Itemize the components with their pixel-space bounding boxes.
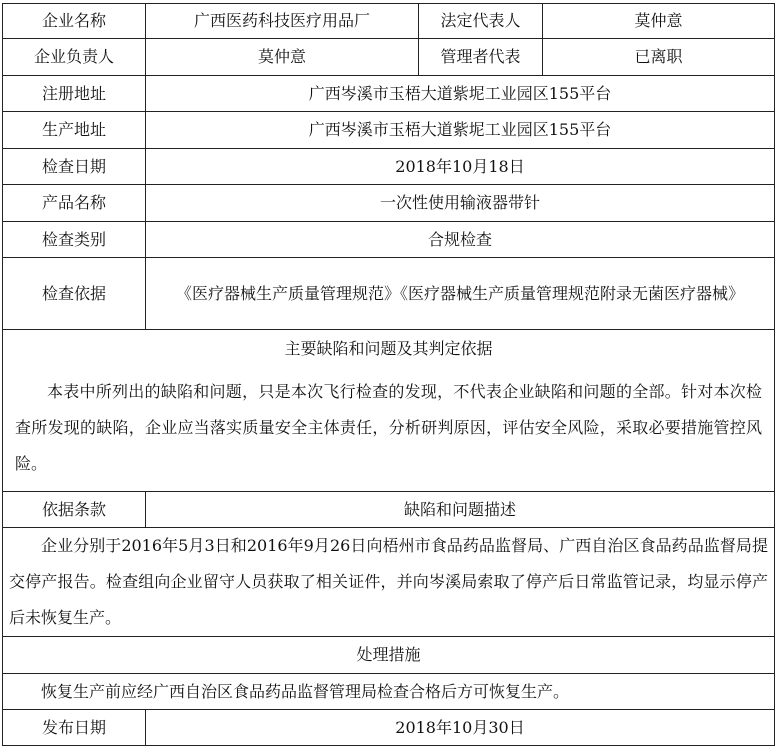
prod-address-label: 生产地址 bbox=[3, 112, 146, 149]
measures-text: 恢复生产前应经广西自治区食品药品监督管理局检查合格后方可恢复生产。 bbox=[3, 674, 775, 710]
reg-address-label: 注册地址 bbox=[3, 76, 146, 112]
defect-description: 企业分别于2016年5月3日和2016年9月26日向梧州市食品药品监督局、广西自治区食品药品监督局提交停产报告。检查组向企业留守人员获取了相关证件，并向岑溪局索取了停产后日常监管记录，均显示停产后未恢复生产。 bbox=[3, 528, 775, 637]
row-prod-address bbox=[3, 112, 775, 149]
defects-intro: 本表中所列出的缺陷和问题，只是本次飞行检查的发现，不代表企业缺陷和问题的全部。针对本次检查所发现的缺陷，企业应当落实质量安全主体责任，分析研判原因，评估安全风险，采取必要措施管控风险。 bbox=[15, 382, 762, 473]
inspection-date-value: 2018年10月18日 bbox=[146, 149, 775, 185]
row-defect-description bbox=[3, 528, 775, 637]
row-publish-date bbox=[3, 710, 775, 746]
legal-rep-value: 莫仲意 bbox=[543, 4, 775, 39]
category-value: 合规检查 bbox=[146, 222, 775, 258]
measures-title: 处理措施 bbox=[3, 637, 775, 674]
row-responsible bbox=[3, 39, 775, 76]
basis-label: 检查依据 bbox=[3, 258, 146, 330]
prod-address-value: 广西岑溪市玉梧大道紫坭工业园区155平台 bbox=[146, 112, 775, 149]
row-enterprise-name bbox=[3, 4, 775, 39]
reg-address-value: 广西岑溪市玉梧大道紫坭工业园区155平台 bbox=[146, 76, 775, 112]
product-value: 一次性使用输液器带针 bbox=[146, 185, 775, 222]
publish-date-value: 2018年10月30日 bbox=[146, 710, 775, 746]
category-label: 检查类别 bbox=[3, 222, 146, 258]
manager-rep-label: 管理者代表 bbox=[419, 39, 543, 76]
inspection-report bbox=[2, 3, 774, 746]
enterprise-name-label: 企业名称 bbox=[3, 4, 146, 39]
enterprise-name-value: 广西医药科技医疗用品厂 bbox=[146, 4, 419, 39]
responsible-label: 企业负责人 bbox=[3, 39, 146, 76]
inspection-table bbox=[2, 3, 775, 746]
row-defects-header bbox=[3, 492, 775, 528]
row-inspection-date bbox=[3, 149, 775, 185]
row-reg-address bbox=[3, 76, 775, 112]
defects-intro-cell bbox=[3, 330, 775, 492]
basis-value: 《医疗器械生产质量管理规范》《医疗器械生产质量管理规范附录无菌医疗器械》 bbox=[146, 258, 775, 330]
publish-date-label: 发布日期 bbox=[3, 710, 146, 746]
manager-rep-value: 已离职 bbox=[543, 39, 775, 76]
description-header: 缺陷和问题描述 bbox=[146, 492, 775, 528]
row-product bbox=[3, 185, 775, 222]
product-label: 产品名称 bbox=[3, 185, 146, 222]
row-basis bbox=[3, 258, 775, 330]
row-measures-title bbox=[3, 637, 775, 674]
row-defects-intro bbox=[3, 330, 775, 492]
responsible-value: 莫仲意 bbox=[146, 39, 419, 76]
defects-title: 主要缺陷和问题及其判定依据 bbox=[284, 339, 493, 358]
row-measures-text bbox=[3, 674, 775, 710]
row-category bbox=[3, 222, 775, 258]
clause-header: 依据条款 bbox=[3, 492, 146, 528]
legal-rep-label: 法定代表人 bbox=[419, 4, 543, 39]
inspection-date-label: 检查日期 bbox=[3, 149, 146, 185]
